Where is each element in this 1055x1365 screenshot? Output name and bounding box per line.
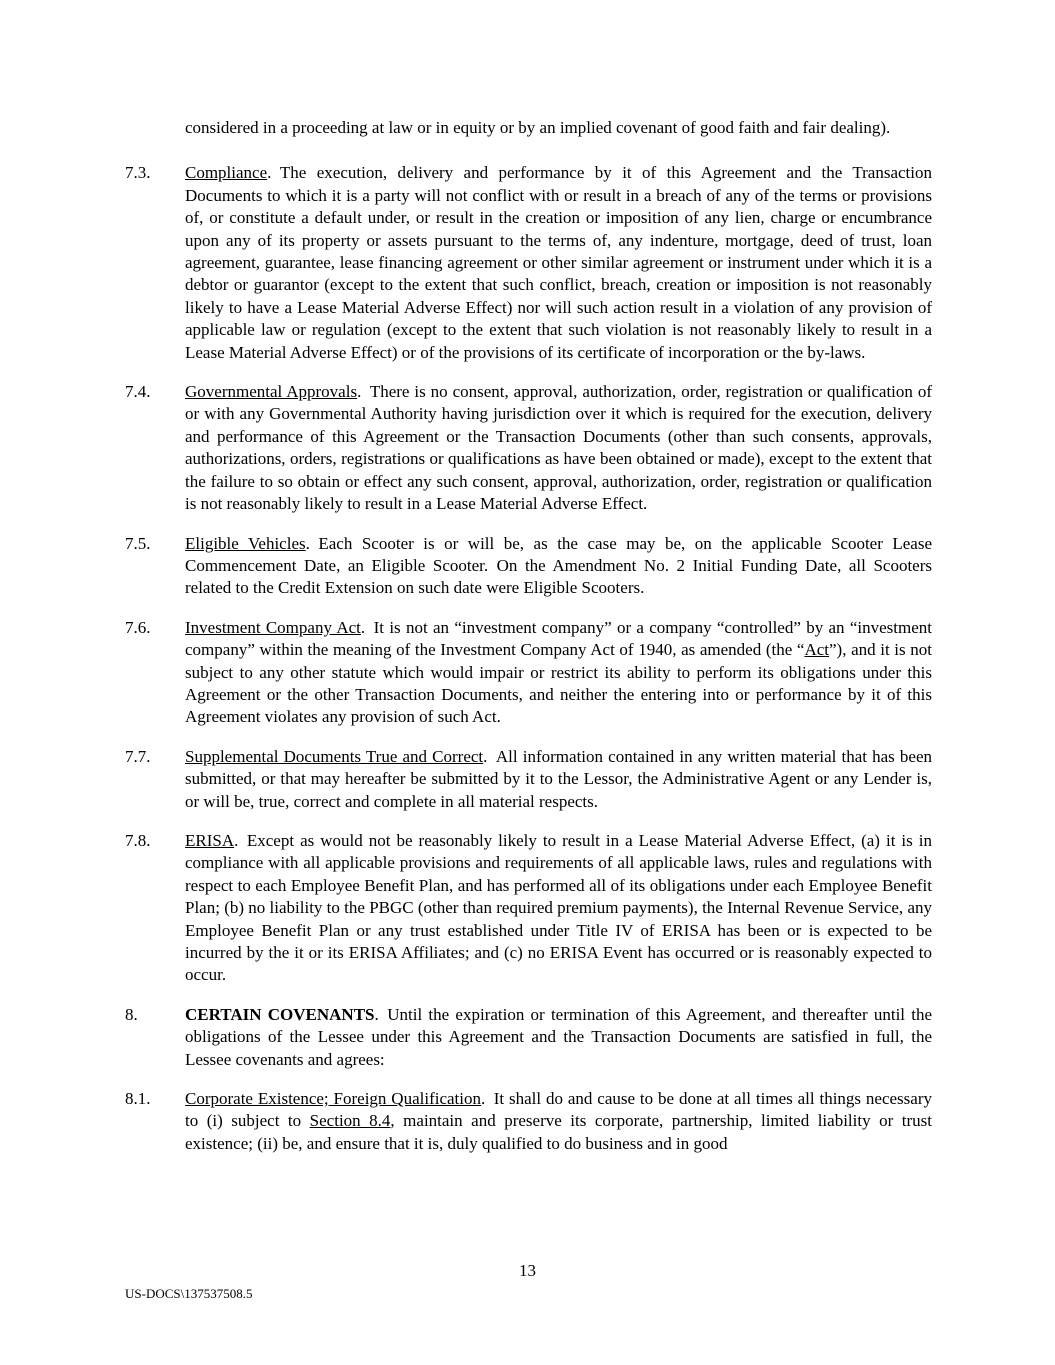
section-heading: ERISA <box>185 830 235 850</box>
defined-term-act: Act <box>804 640 829 660</box>
section-separator: . <box>267 163 280 183</box>
section-body: There is no consent, approval, authorization, order, registration or qualification of or with any Governmental Authority having jurisdiction over it which is required for the execution, delivery and performance of this Agreement or the Transaction Documents (other than such consents, approvals, authorizations, orders, registrations or qualifications as have been obtained or made), except to the extent that the failure to so obtain or effect any such consent, approval, authorization, order, registration or qualification is not reasonably likely to result in a Lease Material Adverse Effect. <box>185 382 932 514</box>
section-text <box>185 1004 932 1071</box>
section-7-7 <box>125 746 932 813</box>
page-number: 13 <box>519 1261 536 1280</box>
section-body-part: It is not an “investment company” or a company “controlled” by an “investment company” within the meaning of the Investment Company Act of 1940, as amended (the “ <box>185 617 932 660</box>
section-text <box>185 617 932 729</box>
section-text <box>185 830 932 987</box>
section-number: 7.6. <box>125 617 151 637</box>
section-separator: . <box>483 746 496 766</box>
section-text <box>185 1088 932 1155</box>
section-body: Until the expiration or termination of this Agreement, and thereafter until the obligations of the Lessee under this Agreement and the Transaction Documents are satisfied in full, the Lessee covenants and agrees: <box>185 1004 933 1069</box>
section-body-part: It shall do and cause to be done at all times all things necessary to (i) subject to <box>185 1089 932 1131</box>
section-body: The execution, delivery and performance by it of this Agreement and the Transaction Documents to which it is a party will not conflict with or result in a breach of any of the terms or provisions of, or constitute a default under, or result in the creation or imposition of any lien, charge or encumbrance upon any of its property or assets pursuant to the terms of, any indenture, mortgage, deed of trust, loan agreement, guarantee, lease financing agreement or other similar agreement or instrument under which it is a debtor or guarantor (except to the extent that such conflict, breach, creation or imposition is not reasonably likely to have a Lease Material Adverse Effect) nor will such action result in a violation of any provision of applicable law or regulation (except to the extent that such violation is not reasonably likely to result in a Lease Material Adverse Effect) or of the provisions of its certificate of incorporation or the by-laws. <box>185 163 932 362</box>
section-number: 8.1. <box>125 1089 151 1109</box>
section-separator: . <box>481 1089 494 1109</box>
section-7-6 <box>125 617 932 729</box>
section-number: 7.8. <box>125 830 151 850</box>
section-heading: Eligible Vehicles <box>185 533 306 553</box>
section-separator: . <box>360 617 374 637</box>
section-heading: Investment Company Act <box>185 617 361 637</box>
cross-reference-section-8-4: Section 8.4 <box>309 1111 391 1131</box>
section-number: 7.4. <box>125 382 151 402</box>
section-heading: Governmental Approvals <box>185 382 358 402</box>
section-separator: . <box>374 1004 388 1024</box>
section-7-3 <box>125 162 932 364</box>
section-number: 7.5. <box>125 533 151 553</box>
section-text <box>185 162 932 364</box>
continuation-paragraph: considered in a proceeding at law or in equity or by an implied covenant of good faith and fair dealing). <box>185 118 891 137</box>
section-heading: Supplemental Documents True and Correct <box>185 746 484 766</box>
section-heading: CERTAIN COVENANTS <box>185 1004 375 1024</box>
section-7-5 <box>125 533 932 600</box>
section-heading: Compliance <box>185 163 268 183</box>
section-number: 7.3. <box>125 163 151 183</box>
section-7-8 <box>125 830 932 987</box>
document-body <box>125 117 932 1172</box>
section-text <box>185 533 932 600</box>
footer-doc-id: US-DOCS\137537508.5 <box>125 1286 253 1301</box>
section-text <box>185 746 932 813</box>
section-separator: . <box>305 533 319 553</box>
section-heading: Corporate Existence; Foreign Qualification <box>185 1089 481 1109</box>
section-number: 8. <box>125 1004 138 1024</box>
section-8-1 <box>125 1088 932 1155</box>
section-7-4 <box>125 381 932 515</box>
section-number: 7.7. <box>125 746 151 766</box>
section-8 <box>125 1004 932 1071</box>
section-body: Except as would not be reasonably likely to result in a Lease Material Adverse Effect, (a) it is in compliance with all applicable provisions and requirements of all applicable laws, rules and regulations with respect to each Employee Benefit Plan, and has performed all of its obligations under each Employee Benefit Plan; (b) no liability to the PBGC (other than required premium payments), the Internal Revenue Service, any Employee Benefit Plan or any trust established under Title IV of ERISA has been or is expected to be incurred by the it or its ERISA Affiliates; and (c) no ERISA Event has occurred or is reasonably expected to occur. <box>185 830 932 985</box>
section-body: All information contained in any written material that has been submitted, or that may hereafter be submitted by it to the Lessor, the Administrative Agent or any Lender is, or will be, true, correct and complete in all material respects. <box>185 746 933 811</box>
section-body-part: , maintain and preserve its corporate, partnership, limited liability or trust existence; (ii) be, and ensure that it is, duly qualified to do business and in good <box>185 1111 932 1153</box>
section-separator: . <box>234 830 247 850</box>
section-body-part: ”), and it is not subject to any other statute which would impair or restrict its ability to perform its obligations under this Agreement or the other Transaction Documents, and neither the entering into or performance by it of this Agreement violates any provision of such Act. <box>185 640 932 727</box>
section-body: Each Scooter is or will be, as the case may be, on the applicable Scooter Lease Commencement Date, an Eligible Scooter. On the Amendment No. 2 Initial Funding Date, all Scooters related to the Credit Extension on such date were Eligible Scooters. <box>185 533 933 598</box>
section-text <box>185 381 932 515</box>
section-separator: . <box>357 382 370 402</box>
